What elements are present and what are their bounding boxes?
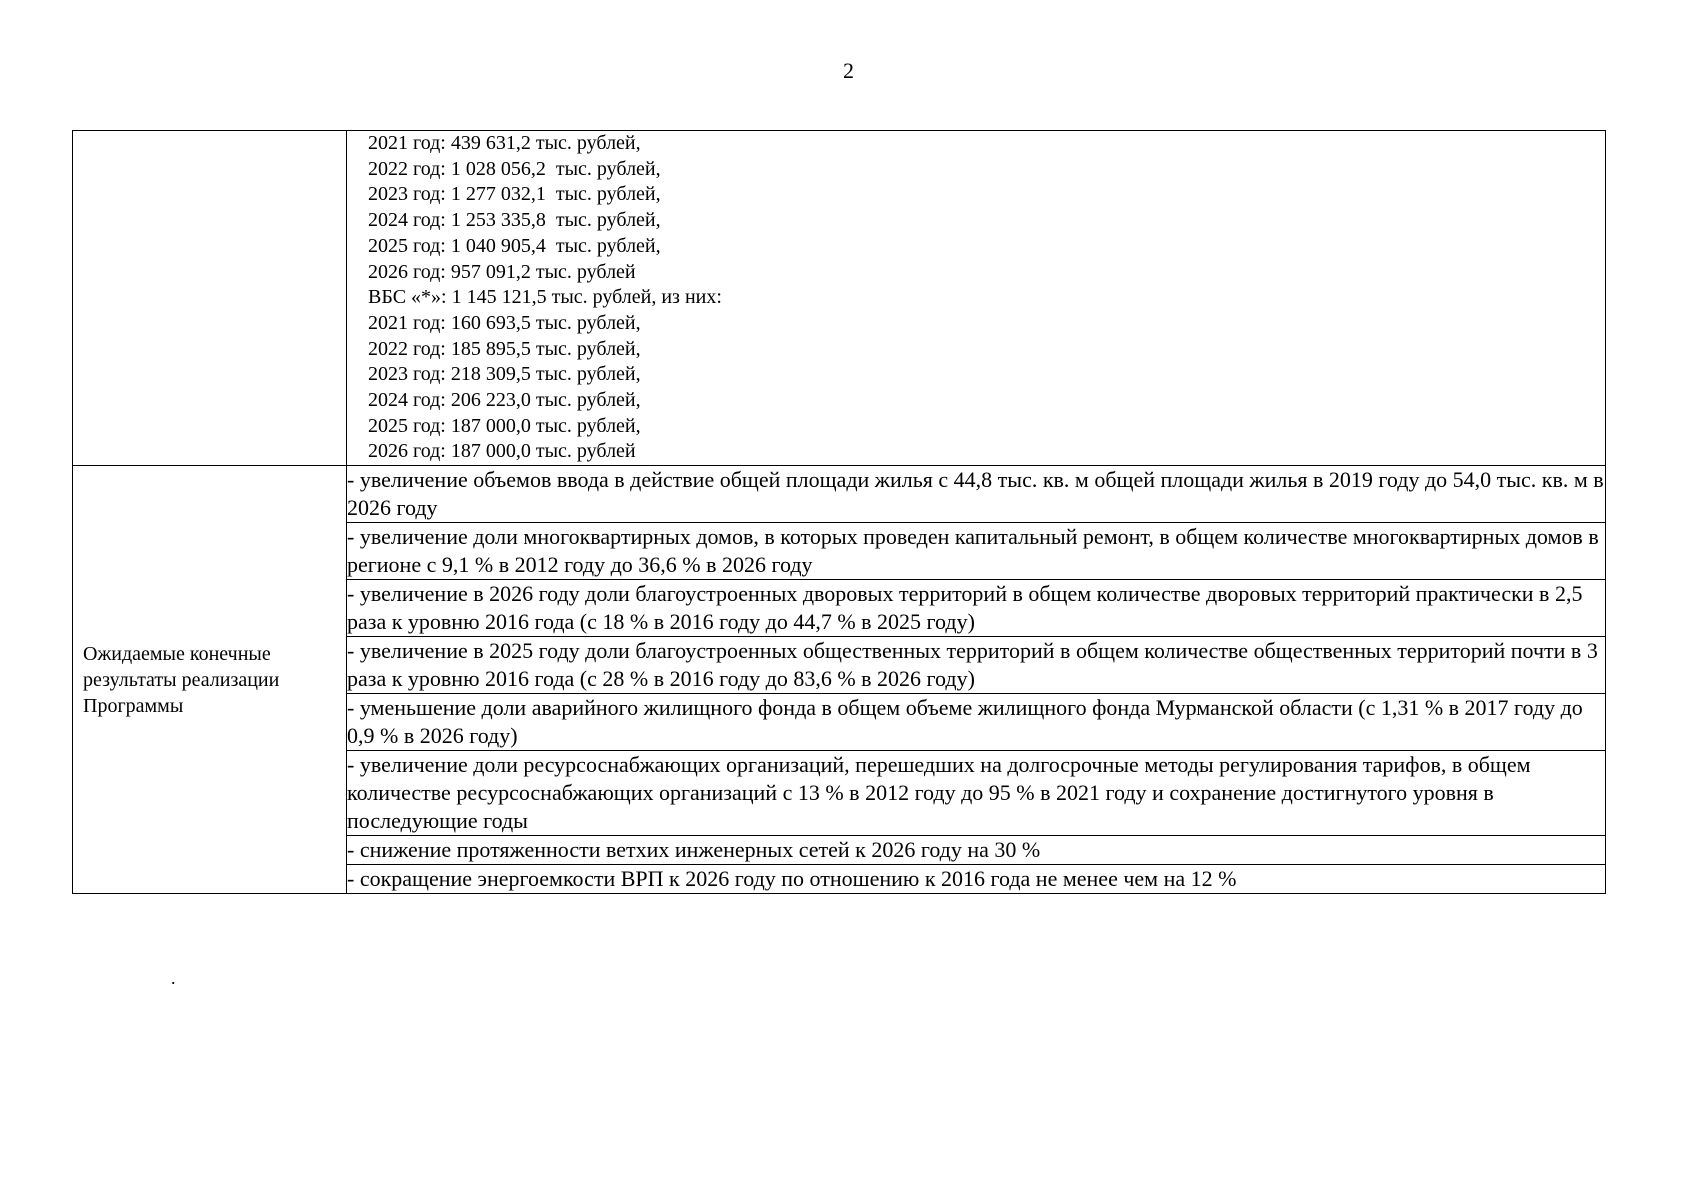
funding-line: 2022 год: 185 895,5 тыс. рублей,: [368, 337, 641, 360]
funding-line: 2022 год: 1 028 056,2 тыс. рублей,: [368, 157, 661, 180]
funding-line: 2023 год: 1 277 032,1 тыс. рублей,: [368, 183, 661, 206]
funding-label-cell: [73, 131, 347, 466]
funding-line: 2021 год: 439 631,2 тыс. рублей,: [368, 132, 641, 154]
funding-line: 2026 год: 187 000,0 тыс. рублей: [368, 440, 636, 463]
funding-line: 2024 год: 1 253 335,8 тыс. рублей,: [368, 209, 661, 232]
funding-cell: [347, 131, 1606, 466]
funding-row: [73, 131, 1606, 466]
funding-list: [347, 131, 1605, 465]
result-item: - увеличение объемов ввода в действие общей площади жилья с 44,8 тыс. кв. м общей площади жилья в 2019 году до 54,0 тыс. кв. м в 2026 году: [347, 466, 1606, 523]
results-label: Ожидаемые конечные результаты реализации Программы: [73, 466, 347, 894]
result-item: - сокращение энергоемкости ВРП к 2026 году по отношению к 2016 года не менее чем на 12 %: [347, 865, 1606, 894]
funding-line: 2025 год: 187 000,0 тыс. рублей,: [368, 414, 641, 437]
stray-dot: .: [171, 968, 176, 988]
page-number: 2: [843, 58, 854, 83]
funding-line: 2023 год: 218 309,5 тыс. рублей,: [368, 363, 641, 386]
result-item: - увеличение в 2026 году доли благоустроенных дворовых территорий в общем количестве дворовых территорий практически в 2,5 раза к уровню 2016 года (с 18 % в 2016 году до 44,7 % в 2025 году): [347, 580, 1606, 637]
result-item: - увеличение доли многоквартирных домов, в которых проведен капитальный ремонт, в общем количестве многоквартирных домов в регионе с 9,1 % в 2012 году до 36,6 % в 2026 году: [347, 523, 1606, 580]
result-item: - снижение протяженности ветхих инженерных сетей к 2026 году на 30 %: [347, 836, 1606, 865]
result-item: - уменьшение доли аварийного жилищного фонда в общем объеме жилищного фонда Мурманской области (с 1,31 % в 2017 году до 0,9 % в 2026 году): [347, 694, 1606, 751]
result-item: - увеличение в 2025 году доли благоустроенных общественных территорий в общем количестве общественных территорий почти в 3 раза к уровню 2016 года (с 28 % в 2016 году до 83,6 % в 2026 году): [347, 637, 1606, 694]
funding-line: 2026 год: 957 091,2 тыс. рублей: [368, 260, 636, 283]
result-item: - увеличение доли ресурсоснабжающих организаций, перешедших на долгосрочные методы регулирования тарифов, в общем количестве ресурсоснабжающих организаций с 13 % в 2012 году до 95 % в 2021 году и сохранение достигнутого уровня в последующие годы: [347, 751, 1606, 836]
funding-line: 2024 год: 206 223,0 тыс. рублей,: [368, 389, 641, 412]
funding-line: 2025 год: 1 040 905,4 тыс. рублей,: [368, 234, 661, 257]
funding-line: ВБС «*»: 1 145 121,5 тыс. рублей, из них:: [368, 286, 722, 309]
program-passport-table: [72, 130, 1606, 894]
funding-line: 2021 год: 160 693,5 тыс. рублей,: [368, 311, 641, 334]
result-row: [73, 466, 1606, 523]
